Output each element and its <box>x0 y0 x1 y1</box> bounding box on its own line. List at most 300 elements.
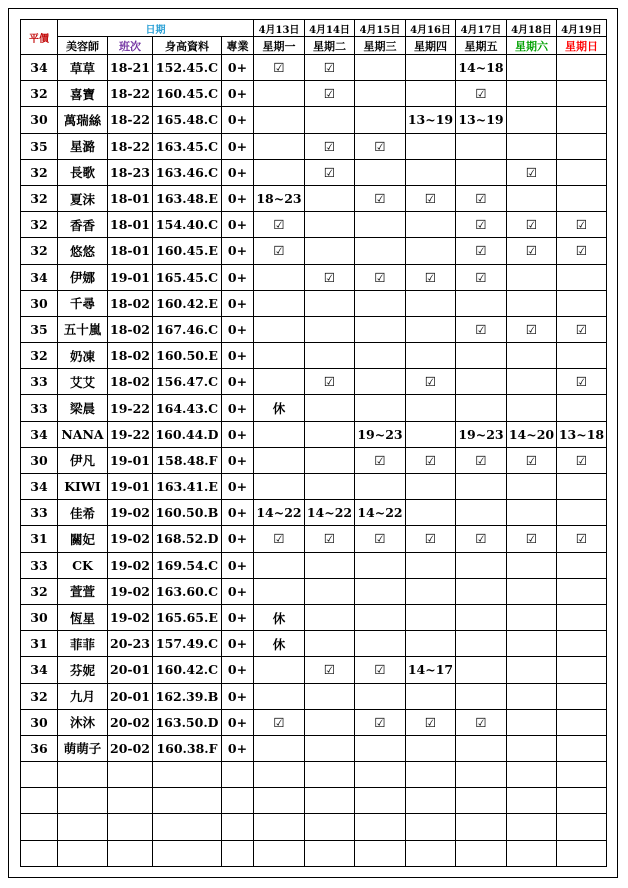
checkbox-checked-icon: ☑ <box>557 447 607 473</box>
day-cell <box>507 631 557 657</box>
designer-name-cell: 梁晨 <box>58 395 108 421</box>
height-cell: 162.39.B <box>153 683 222 709</box>
price-cell: 32 <box>21 238 58 264</box>
checkbox-checked-icon: ☑ <box>557 316 607 342</box>
day-cell <box>305 788 355 814</box>
height-cell: 160.44.D <box>153 421 222 447</box>
day-cell <box>557 631 607 657</box>
day-cell <box>254 552 305 578</box>
price-cell <box>21 814 58 840</box>
height-cell: 160.50.E <box>153 343 222 369</box>
designer-name-cell: 香香 <box>58 212 108 238</box>
day-cell <box>557 788 607 814</box>
price-cell: 31 <box>21 526 58 552</box>
checkbox-checked-icon: ☑ <box>456 526 507 552</box>
day-cell <box>507 788 557 814</box>
checkbox-checked-icon: ☑ <box>305 369 355 395</box>
checkbox-checked-icon: ☑ <box>406 369 456 395</box>
checkbox-checked-icon: ☑ <box>456 447 507 473</box>
table-row <box>21 316 607 342</box>
skill-cell: 0+ <box>222 578 254 604</box>
day-cell <box>254 290 305 316</box>
table-row <box>21 552 607 578</box>
day-cell <box>557 290 607 316</box>
shift-cell: 20-02 <box>108 735 153 761</box>
designer-name-cell: 沐沐 <box>58 709 108 735</box>
day-cell <box>406 395 456 421</box>
designer-name-cell: 千尋 <box>58 290 108 316</box>
checkbox-checked-icon: ☑ <box>456 81 507 107</box>
height-cell: 157.49.C <box>153 631 222 657</box>
day-cell <box>305 290 355 316</box>
day-cell <box>406 81 456 107</box>
height-cell: 156.47.C <box>153 369 222 395</box>
day-cell <box>507 814 557 840</box>
checkbox-checked-icon: ☑ <box>355 185 406 211</box>
day-cell <box>355 474 406 500</box>
day-cell <box>456 631 507 657</box>
day-cell <box>456 604 507 630</box>
day-cell <box>406 552 456 578</box>
price-cell: 36 <box>21 735 58 761</box>
day-cell <box>305 107 355 133</box>
shift-cell: 19-02 <box>108 500 153 526</box>
weekday-col-3: 星期四 <box>406 37 456 55</box>
price-header: 平價 <box>21 20 58 55</box>
table-row <box>21 421 607 447</box>
skill-cell: 0+ <box>222 526 254 552</box>
checkbox-checked-icon: ☑ <box>507 316 557 342</box>
day-cell <box>557 185 607 211</box>
shift-cell: 18-02 <box>108 290 153 316</box>
designer-name-cell: 長歌 <box>58 159 108 185</box>
weekday-col-0: 星期一 <box>254 37 305 55</box>
skill-cell: 0+ <box>222 238 254 264</box>
table-row <box>21 159 607 185</box>
price-cell: 30 <box>21 107 58 133</box>
designer-name-cell <box>58 762 108 788</box>
shift-cell: 19-22 <box>108 421 153 447</box>
day-cell <box>406 238 456 264</box>
designer-name-cell: 伊凡 <box>58 447 108 473</box>
skill-cell: 0+ <box>222 657 254 683</box>
day-cell <box>557 81 607 107</box>
height-cell: 163.46.C <box>153 159 222 185</box>
day-cell <box>406 814 456 840</box>
day-cell: 14~20 <box>507 421 557 447</box>
table-row <box>21 290 607 316</box>
skill-cell: 0+ <box>222 159 254 185</box>
day-cell <box>557 578 607 604</box>
day-cell <box>305 709 355 735</box>
skill-cell: 0+ <box>222 343 254 369</box>
day-cell <box>507 604 557 630</box>
day-cell <box>254 107 305 133</box>
day-cell <box>254 474 305 500</box>
table-row <box>21 526 607 552</box>
price-cell: 32 <box>21 578 58 604</box>
price-cell: 34 <box>21 55 58 81</box>
shift-cell: 19-22 <box>108 395 153 421</box>
date-col-4: 4月17日 <box>456 20 507 37</box>
day-cell <box>254 133 305 159</box>
day-cell <box>507 185 557 211</box>
shift-cell: 18-01 <box>108 212 153 238</box>
price-cell: 33 <box>21 369 58 395</box>
checkbox-checked-icon: ☑ <box>254 55 305 81</box>
skill-cell <box>222 762 254 788</box>
skill-cell: 0+ <box>222 212 254 238</box>
day-cell <box>254 657 305 683</box>
shift-cell: 19-01 <box>108 474 153 500</box>
shift-cell <box>108 840 153 866</box>
date-header: 日期 <box>58 20 254 37</box>
weekday-col-5: 星期六 <box>507 37 557 55</box>
day-cell <box>406 840 456 866</box>
price-cell: 35 <box>21 133 58 159</box>
day-cell <box>557 500 607 526</box>
designer-name-cell: 萬瑞絲 <box>58 107 108 133</box>
day-cell <box>355 369 406 395</box>
checkbox-checked-icon: ☑ <box>507 447 557 473</box>
day-cell <box>305 447 355 473</box>
height-cell: 163.50.D <box>153 709 222 735</box>
designer-name-cell: 萱萱 <box>58 578 108 604</box>
height-cell: 165.48.C <box>153 107 222 133</box>
shift-cell: 20-02 <box>108 709 153 735</box>
table-row <box>21 212 607 238</box>
skill-cell <box>222 814 254 840</box>
day-cell <box>507 683 557 709</box>
skill-cell: 0+ <box>222 55 254 81</box>
price-cell: 32 <box>21 159 58 185</box>
checkbox-checked-icon: ☑ <box>406 709 456 735</box>
shift-cell: 18-21 <box>108 55 153 81</box>
day-cell <box>456 683 507 709</box>
day-cell: 14~22 <box>355 500 406 526</box>
day-cell <box>355 683 406 709</box>
day-cell <box>305 578 355 604</box>
shift-cell: 19-02 <box>108 578 153 604</box>
table-row <box>21 578 607 604</box>
shift-cell: 18-01 <box>108 185 153 211</box>
designer-name-cell: 喜寶 <box>58 81 108 107</box>
day-cell <box>406 343 456 369</box>
day-cell: 14~22 <box>254 500 305 526</box>
height-cell: 160.45.E <box>153 238 222 264</box>
height-cell: 169.54.C <box>153 552 222 578</box>
day-cell <box>456 395 507 421</box>
day-cell <box>406 133 456 159</box>
height-cell: 158.48.F <box>153 447 222 473</box>
day-cell <box>406 55 456 81</box>
day-cell <box>254 683 305 709</box>
height-cell: 160.38.F <box>153 735 222 761</box>
day-cell <box>406 159 456 185</box>
day-cell <box>305 316 355 342</box>
height-cell: 160.45.C <box>153 81 222 107</box>
table-row <box>21 657 607 683</box>
day-cell <box>305 814 355 840</box>
day-cell <box>355 316 406 342</box>
shift-cell: 18-23 <box>108 159 153 185</box>
designer-name-cell: CK <box>58 552 108 578</box>
skill-cell: 0+ <box>222 81 254 107</box>
height-cell: 160.50.B <box>153 500 222 526</box>
designer-name-cell: 星潞 <box>58 133 108 159</box>
day-cell <box>557 55 607 81</box>
price-cell: 35 <box>21 316 58 342</box>
checkbox-checked-icon: ☑ <box>355 133 406 159</box>
day-cell <box>406 421 456 447</box>
day-cell <box>305 474 355 500</box>
designer-name-cell: 五十嵐 <box>58 316 108 342</box>
day-cell <box>406 578 456 604</box>
height-cell: 164.43.C <box>153 395 222 421</box>
day-cell <box>406 762 456 788</box>
table-row <box>21 709 607 735</box>
day-cell <box>254 447 305 473</box>
day-cell <box>507 657 557 683</box>
day-cell <box>507 55 557 81</box>
price-cell: 34 <box>21 657 58 683</box>
day-cell <box>456 133 507 159</box>
day-cell <box>507 500 557 526</box>
designer-name-cell: 草草 <box>58 55 108 81</box>
height-cell: 163.60.C <box>153 578 222 604</box>
table-row <box>21 81 607 107</box>
checkbox-checked-icon: ☑ <box>507 526 557 552</box>
table-row <box>21 840 607 866</box>
day-cell <box>305 683 355 709</box>
checkbox-checked-icon: ☑ <box>305 264 355 290</box>
day-cell <box>305 212 355 238</box>
day-cell <box>456 788 507 814</box>
height-cell: 165.45.C <box>153 264 222 290</box>
day-cell <box>507 552 557 578</box>
day-cell <box>406 212 456 238</box>
checkbox-checked-icon: ☑ <box>406 264 456 290</box>
checkbox-checked-icon: ☑ <box>305 657 355 683</box>
designer-name-cell: 關妃 <box>58 526 108 552</box>
day-cell <box>305 421 355 447</box>
day-cell <box>456 578 507 604</box>
day-cell <box>355 762 406 788</box>
skill-cell: 0+ <box>222 395 254 421</box>
skill-cell: 0+ <box>222 185 254 211</box>
price-cell: 31 <box>21 631 58 657</box>
day-cell <box>254 762 305 788</box>
designer-name-cell: 佳希 <box>58 500 108 526</box>
height-cell <box>153 788 222 814</box>
day-cell <box>557 107 607 133</box>
day-cell <box>254 316 305 342</box>
day-cell <box>355 735 406 761</box>
designer-name-cell: 伊娜 <box>58 264 108 290</box>
day-cell <box>507 578 557 604</box>
table-row <box>21 133 607 159</box>
day-cell <box>355 631 406 657</box>
height-cell: 168.52.D <box>153 526 222 552</box>
price-cell: 32 <box>21 81 58 107</box>
day-cell <box>507 762 557 788</box>
height-header: 身高資料 <box>153 37 222 55</box>
checkbox-checked-icon: ☑ <box>254 709 305 735</box>
table-row <box>21 735 607 761</box>
shift-cell: 19-01 <box>108 264 153 290</box>
day-cell <box>355 552 406 578</box>
day-cell <box>557 657 607 683</box>
table-row <box>21 631 607 657</box>
price-cell <box>21 788 58 814</box>
day-cell <box>557 159 607 185</box>
checkbox-checked-icon: ☑ <box>406 185 456 211</box>
day-cell: 13~19 <box>456 107 507 133</box>
day-cell <box>305 840 355 866</box>
skill-cell: 0+ <box>222 369 254 395</box>
day-cell: 14~22 <box>305 500 355 526</box>
shift-cell: 18-01 <box>108 238 153 264</box>
day-cell <box>456 500 507 526</box>
price-cell: 32 <box>21 185 58 211</box>
designer-name-cell: 奶凍 <box>58 343 108 369</box>
day-cell <box>305 604 355 630</box>
day-cell <box>507 107 557 133</box>
height-cell: 152.45.C <box>153 55 222 81</box>
shift-cell: 18-02 <box>108 343 153 369</box>
day-cell <box>456 552 507 578</box>
designer-name-cell: 恆星 <box>58 604 108 630</box>
price-cell: 30 <box>21 447 58 473</box>
designer-name-cell: 芬妮 <box>58 657 108 683</box>
day-cell <box>355 290 406 316</box>
skill-cell: 0+ <box>222 264 254 290</box>
table-row <box>21 683 607 709</box>
checkbox-checked-icon: ☑ <box>557 526 607 552</box>
shift-cell: 20-01 <box>108 657 153 683</box>
shift-cell: 20-23 <box>108 631 153 657</box>
day-cell <box>254 840 305 866</box>
skill-cell: 0+ <box>222 735 254 761</box>
shift-cell: 18-22 <box>108 81 153 107</box>
price-cell: 32 <box>21 343 58 369</box>
day-cell <box>456 369 507 395</box>
checkbox-checked-icon: ☑ <box>305 159 355 185</box>
shift-cell: 20-01 <box>108 683 153 709</box>
day-cell <box>406 683 456 709</box>
day-cell <box>305 185 355 211</box>
table-row <box>21 762 607 788</box>
height-cell <box>153 840 222 866</box>
skill-cell: 0+ <box>222 107 254 133</box>
skill-cell: 0+ <box>222 552 254 578</box>
table-row <box>21 447 607 473</box>
day-cell <box>456 159 507 185</box>
day-cell <box>254 421 305 447</box>
date-col-2: 4月15日 <box>355 20 406 37</box>
header-row-labels <box>21 37 607 55</box>
day-cell <box>406 500 456 526</box>
day-cell <box>456 840 507 866</box>
table-row <box>21 474 607 500</box>
skill-header: 專業 <box>222 37 254 55</box>
designer-name-cell: KIWI <box>58 474 108 500</box>
table-row <box>21 788 607 814</box>
day-cell <box>557 683 607 709</box>
table-row <box>21 814 607 840</box>
day-cell <box>355 343 406 369</box>
day-cell <box>557 395 607 421</box>
price-cell: 34 <box>21 264 58 290</box>
date-col-5: 4月18日 <box>507 20 557 37</box>
day-cell <box>355 788 406 814</box>
skill-cell: 0+ <box>222 683 254 709</box>
day-cell <box>557 840 607 866</box>
shift-cell: 18-22 <box>108 107 153 133</box>
checkbox-checked-icon: ☑ <box>456 212 507 238</box>
price-cell: 33 <box>21 552 58 578</box>
price-cell <box>21 840 58 866</box>
table-row <box>21 264 607 290</box>
height-cell: 163.41.E <box>153 474 222 500</box>
checkbox-checked-icon: ☑ <box>355 657 406 683</box>
height-cell: 163.45.C <box>153 133 222 159</box>
table-row <box>21 107 607 133</box>
day-cell <box>355 159 406 185</box>
day-cell <box>557 814 607 840</box>
designer-name-cell: 夏沫 <box>58 185 108 211</box>
skill-cell: 0+ <box>222 290 254 316</box>
day-cell <box>355 578 406 604</box>
day-cell <box>305 238 355 264</box>
checkbox-checked-icon: ☑ <box>507 238 557 264</box>
day-cell <box>254 264 305 290</box>
table-row <box>21 238 607 264</box>
price-cell: 30 <box>21 709 58 735</box>
skill-cell: 0+ <box>222 709 254 735</box>
day-cell <box>305 631 355 657</box>
checkbox-checked-icon: ☑ <box>305 81 355 107</box>
day-cell <box>406 316 456 342</box>
table-row <box>21 343 607 369</box>
day-cell <box>305 343 355 369</box>
day-cell <box>406 474 456 500</box>
day-off-cell: 休 <box>254 631 305 657</box>
day-cell: 14~18 <box>456 55 507 81</box>
skill-cell: 0+ <box>222 474 254 500</box>
day-cell: 13~19 <box>406 107 456 133</box>
day-cell <box>406 631 456 657</box>
day-cell <box>406 290 456 316</box>
date-col-1: 4月14日 <box>305 20 355 37</box>
day-cell <box>355 55 406 81</box>
checkbox-checked-icon: ☑ <box>254 526 305 552</box>
day-cell <box>507 81 557 107</box>
day-cell <box>254 735 305 761</box>
skill-cell <box>222 788 254 814</box>
day-cell <box>406 604 456 630</box>
day-cell <box>507 395 557 421</box>
day-cell <box>557 343 607 369</box>
checkbox-checked-icon: ☑ <box>456 238 507 264</box>
designer-name-cell: 菲菲 <box>58 631 108 657</box>
designer-header: 美容師 <box>58 37 108 55</box>
skill-cell: 0+ <box>222 133 254 159</box>
day-cell <box>254 343 305 369</box>
day-cell <box>507 369 557 395</box>
skill-cell: 0+ <box>222 316 254 342</box>
weekday-col-1: 星期二 <box>305 37 355 55</box>
